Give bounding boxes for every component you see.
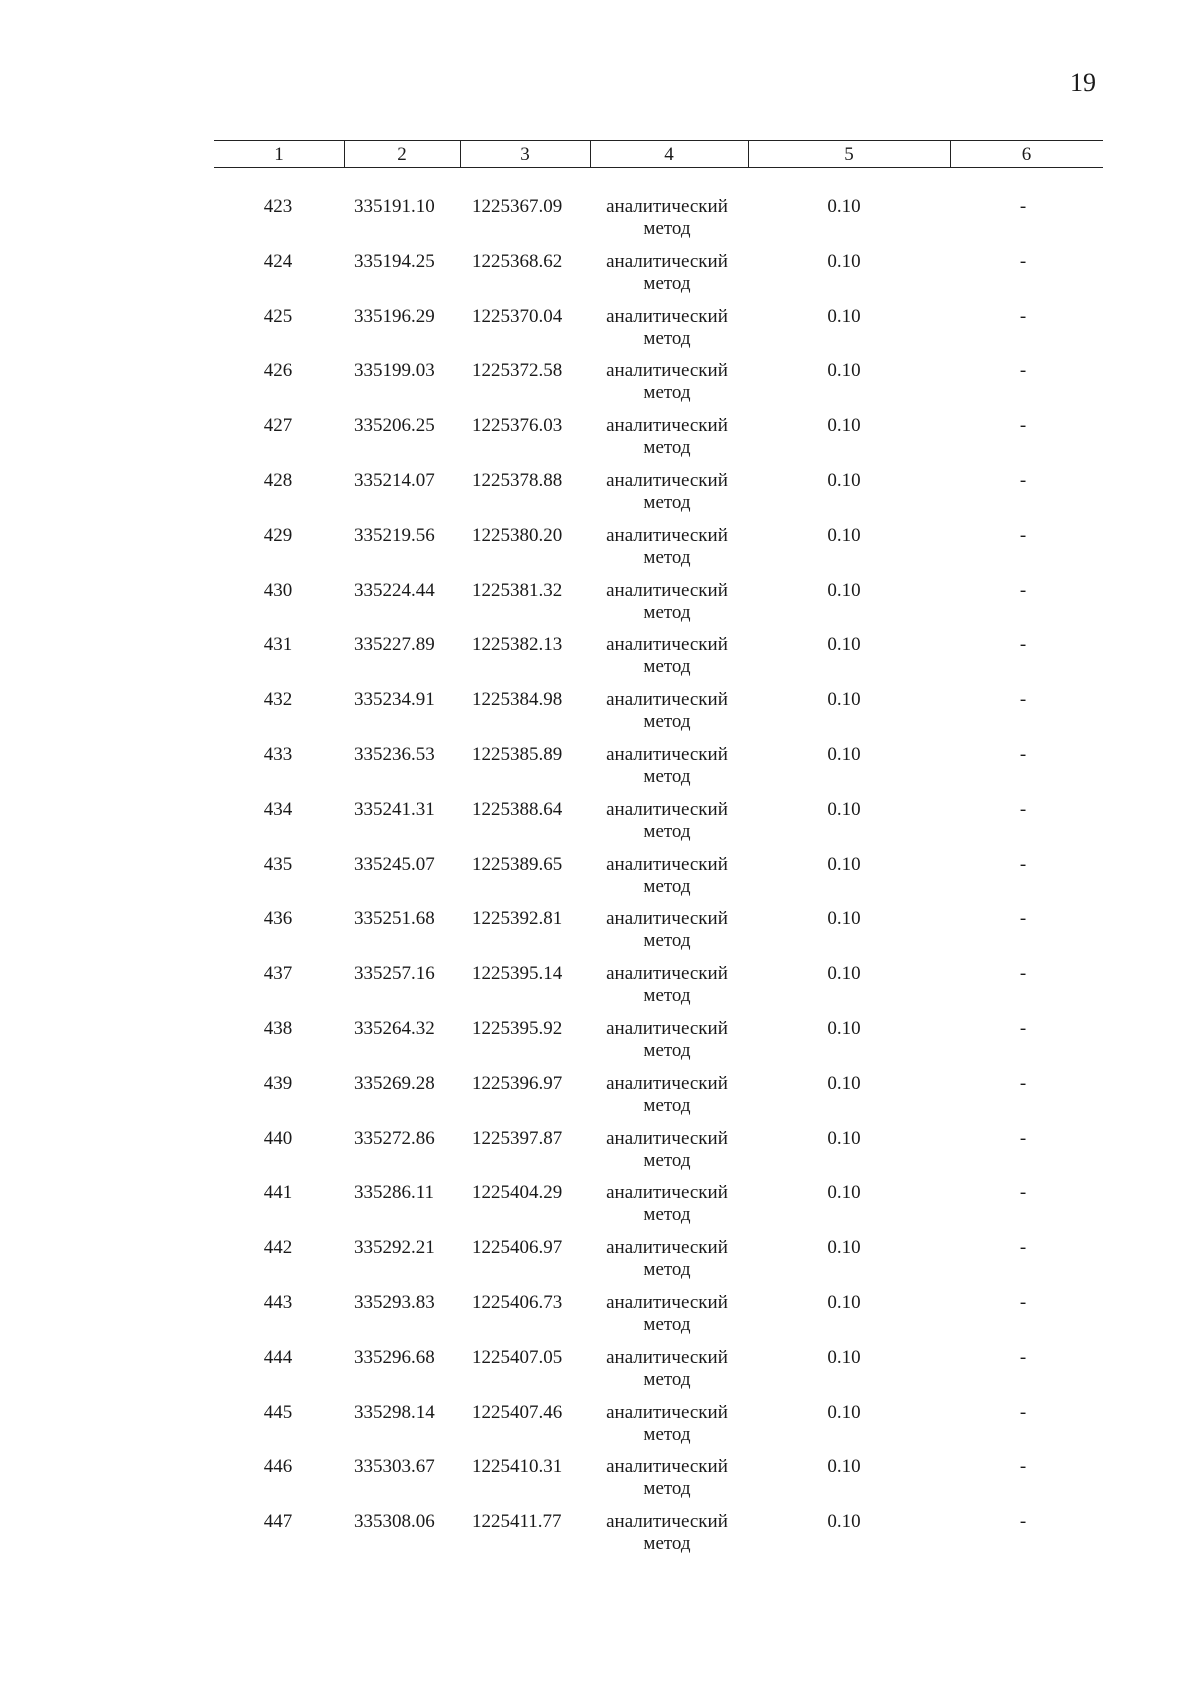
table-row xyxy=(0,306,1200,358)
coordinate-x: 335251.68 xyxy=(354,908,435,929)
table-row xyxy=(0,908,1200,960)
coordinate-y: 1225410.31 xyxy=(472,1456,563,1477)
point-number: 425 xyxy=(263,306,293,327)
column-header-1: 1 xyxy=(274,144,284,165)
note-dash: - xyxy=(1019,689,1027,710)
error-value: 0.10 xyxy=(827,580,861,601)
coordinate-x: 335196.29 xyxy=(354,306,435,327)
table-row xyxy=(0,1018,1200,1070)
method-line-2: метод xyxy=(643,711,691,732)
point-number: 430 xyxy=(263,580,293,601)
coordinate-x: 335272.86 xyxy=(354,1128,435,1149)
table-row xyxy=(0,963,1200,1015)
point-number: 433 xyxy=(263,744,293,765)
point-number: 440 xyxy=(263,1128,293,1149)
table-row xyxy=(0,1456,1200,1508)
method-line-1: аналитический xyxy=(606,1018,728,1039)
error-value: 0.10 xyxy=(827,854,861,875)
method-line-1: аналитический xyxy=(606,1347,728,1368)
column-header-6: 6 xyxy=(1021,144,1032,165)
coordinate-x: 335292.21 xyxy=(354,1237,435,1258)
point-number: 447 xyxy=(263,1511,293,1532)
coordinate-x: 335241.31 xyxy=(354,799,435,820)
point-number: 431 xyxy=(263,634,293,655)
coordinate-y: 1225404.29 xyxy=(472,1182,563,1203)
point-number: 436 xyxy=(263,908,293,929)
method-line-2: метод xyxy=(643,766,691,787)
point-number: 439 xyxy=(263,1073,293,1094)
coordinate-y: 1225395.92 xyxy=(472,1018,563,1039)
method-line-1: аналитический xyxy=(606,634,728,655)
method-line-1: аналитический xyxy=(606,1292,728,1313)
coordinate-y: 1225395.14 xyxy=(472,963,563,984)
point-number: 432 xyxy=(263,689,293,710)
table-row xyxy=(0,744,1200,796)
error-value: 0.10 xyxy=(827,1347,861,1368)
coordinate-x: 335236.53 xyxy=(354,744,435,765)
method xyxy=(588,1347,746,1391)
method-line-2: метод xyxy=(643,821,691,842)
point-number: 444 xyxy=(263,1347,293,1368)
error-value: 0.10 xyxy=(827,360,861,381)
point-number: 429 xyxy=(263,525,293,546)
note-dash: - xyxy=(1019,1347,1027,1368)
table-row xyxy=(0,854,1200,906)
method-line-2: метод xyxy=(643,930,691,951)
method-line-1: аналитический xyxy=(606,799,728,820)
error-value: 0.10 xyxy=(827,799,861,820)
note-dash: - xyxy=(1019,1237,1027,1258)
table-row xyxy=(0,1402,1200,1454)
method-line-2: метод xyxy=(643,1533,691,1554)
error-value: 0.10 xyxy=(827,1128,861,1149)
point-number: 426 xyxy=(263,360,293,381)
coordinate-x: 335234.91 xyxy=(354,689,435,710)
error-value: 0.10 xyxy=(827,525,861,546)
note-dash: - xyxy=(1019,799,1027,820)
point-number: 441 xyxy=(263,1182,293,1203)
method-line-1: аналитический xyxy=(606,1182,728,1203)
coordinate-y: 1225388.64 xyxy=(472,799,563,820)
coordinate-x: 335191.10 xyxy=(354,196,435,217)
coordinate-y: 1225397.87 xyxy=(472,1128,563,1149)
error-value: 0.10 xyxy=(827,1456,861,1477)
coordinate-y: 1225406.97 xyxy=(472,1237,563,1258)
note-dash: - xyxy=(1019,470,1027,491)
coordinate-y: 1225367.09 xyxy=(472,196,563,217)
coordinate-y: 1225392.81 xyxy=(472,908,563,929)
coordinate-x: 335214.07 xyxy=(354,470,435,491)
method-line-2: метод xyxy=(643,1095,691,1116)
table-row xyxy=(0,580,1200,632)
note-dash: - xyxy=(1019,1511,1027,1532)
note-dash: - xyxy=(1019,196,1027,217)
coordinate-y: 1225382.13 xyxy=(472,634,563,655)
method-line-2: метод xyxy=(643,656,691,677)
method-line-2: метод xyxy=(643,876,691,897)
table-row xyxy=(0,689,1200,741)
table-row xyxy=(0,1182,1200,1234)
method-line-2: метод xyxy=(643,985,691,1006)
method-line-2: метод xyxy=(643,437,691,458)
method-line-2: метод xyxy=(643,1259,691,1280)
table-row xyxy=(0,415,1200,467)
point-number: 443 xyxy=(263,1292,293,1313)
method-line-1: аналитический xyxy=(606,744,728,765)
note-dash: - xyxy=(1019,360,1027,381)
coordinate-x: 335296.68 xyxy=(354,1347,435,1368)
method xyxy=(588,1237,746,1281)
note-dash: - xyxy=(1019,251,1027,272)
coordinate-x: 335293.83 xyxy=(354,1292,435,1313)
column-number-header xyxy=(214,140,1103,168)
error-value: 0.10 xyxy=(827,470,861,491)
error-value: 0.10 xyxy=(827,1182,861,1203)
coordinate-x: 335264.32 xyxy=(354,1018,435,1039)
method xyxy=(588,1018,746,1062)
method xyxy=(588,1073,746,1117)
method xyxy=(588,360,746,404)
note-dash: - xyxy=(1019,908,1027,929)
method-line-2: метод xyxy=(643,1369,691,1390)
table-row xyxy=(0,1511,1200,1563)
method-line-1: аналитический xyxy=(606,306,728,327)
point-number: 437 xyxy=(263,963,293,984)
note-dash: - xyxy=(1019,744,1027,765)
method-line-1: аналитический xyxy=(606,1128,728,1149)
method-line-1: аналитический xyxy=(606,1073,728,1094)
method xyxy=(588,580,746,624)
coordinate-y: 1225411.77 xyxy=(472,1511,562,1532)
point-number: 423 xyxy=(263,196,293,217)
method xyxy=(588,1511,746,1555)
error-value: 0.10 xyxy=(827,196,861,217)
method-line-1: аналитический xyxy=(606,525,728,546)
error-value: 0.10 xyxy=(827,251,861,272)
method-line-1: аналитический xyxy=(606,1402,728,1423)
table-row xyxy=(0,525,1200,577)
note-dash: - xyxy=(1019,1128,1027,1149)
method-line-1: аналитический xyxy=(606,908,728,929)
table-row xyxy=(0,1073,1200,1125)
coordinate-y: 1225385.89 xyxy=(472,744,563,765)
coordinate-y: 1225389.65 xyxy=(472,854,563,875)
method-line-1: аналитический xyxy=(606,196,728,217)
coordinate-y: 1225376.03 xyxy=(472,415,563,436)
coordinate-x: 335194.25 xyxy=(354,251,435,272)
table-row xyxy=(0,1237,1200,1289)
note-dash: - xyxy=(1019,1402,1027,1423)
coordinate-y: 1225380.20 xyxy=(472,525,563,546)
table-row xyxy=(0,251,1200,303)
coordinate-x: 335308.06 xyxy=(354,1511,435,1532)
point-number: 445 xyxy=(263,1402,293,1423)
method xyxy=(588,1182,746,1226)
table-row xyxy=(0,1347,1200,1399)
note-dash: - xyxy=(1019,1018,1027,1039)
coordinate-y: 1225406.73 xyxy=(472,1292,563,1313)
page-number: 19 xyxy=(1070,68,1096,97)
method xyxy=(588,799,746,843)
table-row xyxy=(0,1128,1200,1180)
coordinate-x: 335269.28 xyxy=(354,1073,435,1094)
method xyxy=(588,1456,746,1500)
method xyxy=(588,854,746,898)
method xyxy=(588,963,746,1007)
coordinate-x: 335219.56 xyxy=(354,525,435,546)
coordinate-x: 335224.44 xyxy=(354,580,435,601)
method-line-2: метод xyxy=(643,1150,691,1171)
method-line-2: метод xyxy=(643,382,691,403)
method-line-2: метод xyxy=(643,1424,691,1445)
coordinate-y: 1225384.98 xyxy=(472,689,563,710)
error-value: 0.10 xyxy=(827,744,861,765)
coordinate-y: 1225378.88 xyxy=(472,470,563,491)
point-number: 424 xyxy=(263,251,293,272)
point-number: 438 xyxy=(263,1018,293,1039)
method-line-2: метод xyxy=(643,602,691,623)
error-value: 0.10 xyxy=(827,634,861,655)
coordinate-y: 1225381.32 xyxy=(472,580,563,601)
column-header-5: 5 xyxy=(844,144,854,165)
method-line-2: метод xyxy=(643,328,691,349)
method-line-1: аналитический xyxy=(606,1511,728,1532)
method xyxy=(588,689,746,733)
table-row xyxy=(0,196,1200,248)
coordinate-x: 335227.89 xyxy=(354,634,435,655)
method-line-1: аналитический xyxy=(606,963,728,984)
error-value: 0.10 xyxy=(827,1237,861,1258)
note-dash: - xyxy=(1019,1073,1027,1094)
note-dash: - xyxy=(1019,415,1027,436)
coordinate-x: 335286.11 xyxy=(354,1182,435,1203)
method xyxy=(588,306,746,350)
method-line-1: аналитический xyxy=(606,1237,728,1258)
error-value: 0.10 xyxy=(827,1402,861,1423)
method-line-1: аналитический xyxy=(606,415,728,436)
method xyxy=(588,908,746,952)
coordinate-x: 335298.14 xyxy=(354,1402,435,1423)
method xyxy=(588,1128,746,1172)
column-header-3: 3 xyxy=(520,144,530,165)
error-value: 0.10 xyxy=(827,689,861,710)
coordinate-y: 1225396.97 xyxy=(472,1073,563,1094)
note-dash: - xyxy=(1019,1292,1027,1313)
coordinate-x: 335206.25 xyxy=(354,415,435,436)
point-number: 427 xyxy=(263,415,293,436)
note-dash: - xyxy=(1019,854,1027,875)
coordinate-x: 335303.67 xyxy=(354,1456,435,1477)
method-line-2: метод xyxy=(643,1204,691,1225)
note-dash: - xyxy=(1019,306,1027,327)
table-row xyxy=(0,799,1200,851)
column-header-2: 2 xyxy=(397,144,407,165)
coordinate-y: 1225372.58 xyxy=(472,360,563,381)
note-dash: - xyxy=(1019,1456,1027,1477)
method-line-1: аналитический xyxy=(606,1456,728,1477)
note-dash: - xyxy=(1019,634,1027,655)
error-value: 0.10 xyxy=(827,1292,861,1313)
table-row xyxy=(0,634,1200,686)
column-header-4: 4 xyxy=(664,144,674,165)
error-value: 0.10 xyxy=(827,306,861,327)
method-line-1: аналитический xyxy=(606,689,728,710)
error-value: 0.10 xyxy=(827,963,861,984)
method-line-2: метод xyxy=(643,1314,691,1335)
note-dash: - xyxy=(1019,580,1027,601)
note-dash: - xyxy=(1019,963,1027,984)
method xyxy=(588,525,746,569)
error-value: 0.10 xyxy=(827,1018,861,1039)
coordinate-x: 335257.16 xyxy=(354,963,435,984)
method xyxy=(588,196,746,240)
error-value: 0.10 xyxy=(827,908,861,929)
error-value: 0.10 xyxy=(827,415,861,436)
method-line-2: метод xyxy=(643,547,691,568)
method-line-2: метод xyxy=(643,492,691,513)
coordinate-y: 1225407.46 xyxy=(472,1402,563,1423)
point-number: 442 xyxy=(263,1237,293,1258)
coordinate-y: 1225368.62 xyxy=(472,251,563,272)
method xyxy=(588,1402,746,1446)
method-line-2: метод xyxy=(643,1478,691,1499)
coordinate-y: 1225407.05 xyxy=(472,1347,563,1368)
method-line-1: аналитический xyxy=(606,854,728,875)
point-number: 428 xyxy=(263,470,293,491)
point-number: 446 xyxy=(263,1456,293,1477)
method xyxy=(588,415,746,459)
coordinate-x: 335199.03 xyxy=(354,360,435,381)
coordinate-y: 1225370.04 xyxy=(472,306,563,327)
note-dash: - xyxy=(1019,1182,1027,1203)
method-line-1: аналитический xyxy=(606,580,728,601)
error-value: 0.10 xyxy=(827,1073,861,1094)
method-line-1: аналитический xyxy=(606,360,728,381)
point-number: 434 xyxy=(263,799,293,820)
method-line-2: метод xyxy=(643,273,691,294)
method xyxy=(588,470,746,514)
method-line-2: метод xyxy=(643,1040,691,1061)
table-row xyxy=(0,470,1200,522)
point-number: 435 xyxy=(263,854,293,875)
error-value: 0.10 xyxy=(827,1511,861,1532)
method-line-1: аналитический xyxy=(606,470,728,491)
method xyxy=(588,744,746,788)
coordinate-x: 335245.07 xyxy=(354,854,435,875)
method-line-1: аналитический xyxy=(606,251,728,272)
method xyxy=(588,634,746,678)
method xyxy=(588,1292,746,1336)
method xyxy=(588,251,746,295)
table-row xyxy=(0,1292,1200,1344)
method-line-2: метод xyxy=(643,218,691,239)
table-row xyxy=(0,360,1200,412)
note-dash: - xyxy=(1019,525,1027,546)
